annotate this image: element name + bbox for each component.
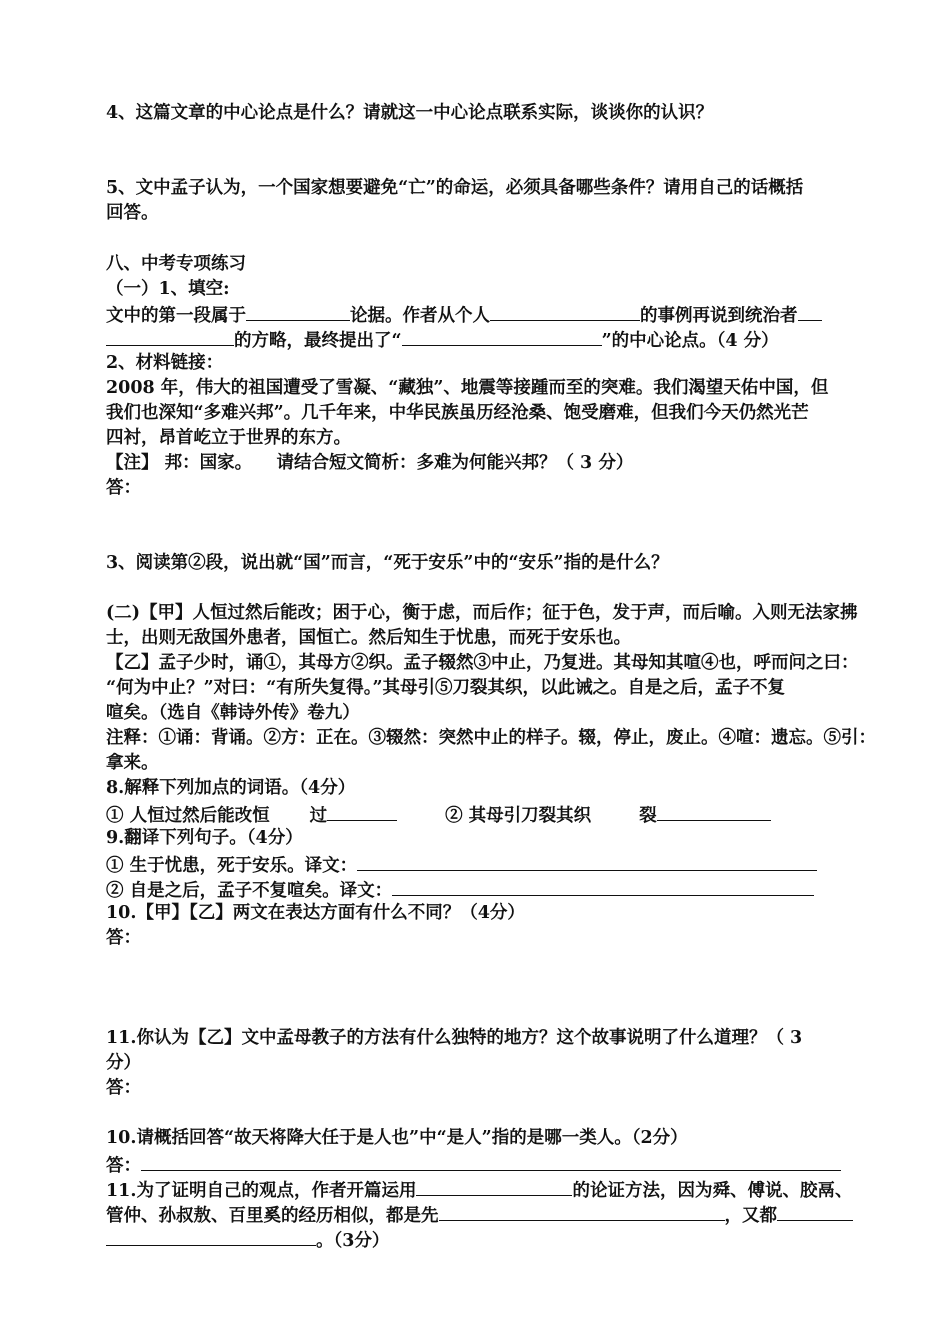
material-line3: 四衬，昂首屹立于世界的东方。 (106, 428, 351, 448)
material-line2: 我们也深知“多难兴邦”。几千年来，中华民族虽历经沧桑、饱受磨难，但我们今天仍然光芒 (106, 403, 809, 423)
passage-yi-line2: “何为中止？”对曰：“有所失复得。”其母引⑤刀裂其织，以此诫之。自是之后，孟子不复 (106, 678, 786, 698)
answer-blank[interactable] (416, 1176, 572, 1196)
answer-label: 答： (106, 1156, 141, 1176)
q8-item1: ① 人恒过然后能改恒 (106, 806, 270, 826)
answer-blank[interactable] (777, 1201, 853, 1221)
answer-blank[interactable] (657, 801, 771, 821)
question-4: 4、这篇文章的中心论点是什么？请就这一中心论点联系实际，谈谈你的认识？ (106, 103, 714, 123)
question-3: 3、阅读第②段，说出就“国”而言，“死于安乐”中的“安乐”指的是什么？ (106, 553, 669, 573)
section-8-title: 八、中考专项练习 (106, 254, 246, 274)
notes-line2: 拿来。 (106, 753, 159, 773)
q8-item2: ② 其母引刀裂其织 (445, 806, 592, 826)
question-10b-answer (106, 1151, 841, 1179)
question-11a-line2: 分） (106, 1053, 141, 1073)
question-11a-line1: 11.你认为【乙】文中孟母教子的方法有什么独特的地方？这个故事说明了什么道理？（ 3 (106, 1028, 803, 1048)
fill-text: 论据。作者从个人 (350, 306, 490, 326)
question-2-heading: 2、材料链接： (106, 353, 224, 373)
q8-item1-word: 过 (309, 806, 328, 826)
answer-blank[interactable] (490, 301, 640, 321)
question-11b-line1 (106, 1176, 852, 1204)
answer-label: 答： (106, 928, 141, 948)
question-9-item2 (106, 876, 814, 904)
question-11b-line2 (106, 1201, 853, 1229)
answer-blank[interactable] (439, 1201, 725, 1221)
question-5-line2: 回答。 (106, 203, 159, 223)
q11b-text: 的论证方法，因为舜、傅说、胶鬲、 (572, 1181, 853, 1201)
question-8-heading: 8.解释下列加点的词语。（4分） (106, 778, 356, 798)
q8-item2-word: 裂 (639, 806, 657, 826)
fill-text: 的方略，最终提出了“ (234, 331, 402, 351)
q11b-text: 管仲、孙叔敖、百里奚的经历相似，都是先 (106, 1206, 439, 1226)
q11b-text: ，又都 (724, 1206, 777, 1226)
answer-blank[interactable] (106, 1226, 316, 1246)
material-note: 【注】 邦：国家。 请结合短文简析：多难为何能兴邦？（ 3 分） (106, 453, 634, 473)
fill-text: 文中的第一段属于 (106, 306, 246, 326)
q9-item2-text: ② 自是之后，孟子不复喧矣。译文： (106, 881, 393, 901)
question-10b-heading: 10.请概括回答“故天将降大任于是人也”中“是人”指的是哪一类人。（2分） (106, 1128, 688, 1148)
q11b-text: 11.为了证明自己的观点，作者开篇运用 (106, 1181, 417, 1201)
fill-text: 的事例再说到统治者 (640, 306, 798, 326)
passage-jia-line1: (二)【甲】人恒过然后能改；困于心，衡于虑，而后作；征于色，发于声，而后喻。入则无法家拂 (106, 603, 858, 623)
question-11b-line3 (106, 1226, 389, 1254)
answer-blank[interactable] (141, 1151, 841, 1171)
question-5-line1: 5、文中孟子认为，一个国家想要避免“亡”的命运，必须具备哪些条件？请用自己的话概括 (106, 178, 804, 198)
fill-text: ”的中心论点。（4 分） (601, 331, 779, 351)
answer-blank[interactable] (798, 301, 822, 321)
question-9-heading: 9.翻译下列句子。（4分） (106, 828, 303, 848)
part-1-heading: （一）1、填空: (106, 279, 230, 299)
fill-blank-line2 (106, 326, 779, 354)
q9-item1-text: ① 生于忧患，死于安乐。译文： (106, 856, 358, 876)
question-10a-heading: 10.【甲】【乙】两文在表达方面有什么不同？（4分） (106, 903, 525, 923)
passage-yi-line3: 喧矣。（选自《韩诗外传》卷九） (106, 703, 360, 723)
passage-yi-line1: 【乙】孟子少时，诵①，其母方②织。孟子辍然③中止，乃复进。其母知其喧④也，呼而问之曰： (106, 653, 859, 673)
question-9-item1 (106, 851, 817, 879)
fill-blank-line1 (106, 301, 822, 329)
passage-jia-line2: 士，出则无敌国外患者，国恒亡。然后知生于忧患，而死于安乐也。 (106, 628, 631, 648)
answer-label: 答： (106, 1078, 141, 1098)
answer-blank[interactable] (246, 301, 350, 321)
answer-blank[interactable] (106, 326, 234, 346)
question-8-items (106, 801, 771, 829)
notes-line1: 注释：①诵：背诵。②方：正在。③辍然：突然中止的样子。辍，停止，废止。④喧：遗忘。⑤引： (106, 728, 876, 748)
material-line1: 2008 年，伟大的祖国遭受了雪凝、“藏独”、地震等接踵而至的突难。我们渴望天佑中国，但 (106, 378, 829, 398)
answer-blank[interactable] (327, 801, 397, 821)
q11b-text: 。（3分） (316, 1231, 390, 1251)
answer-label: 答： (106, 478, 141, 498)
translation-blank[interactable] (392, 876, 814, 896)
answer-blank[interactable] (402, 326, 602, 346)
translation-blank[interactable] (357, 851, 817, 871)
